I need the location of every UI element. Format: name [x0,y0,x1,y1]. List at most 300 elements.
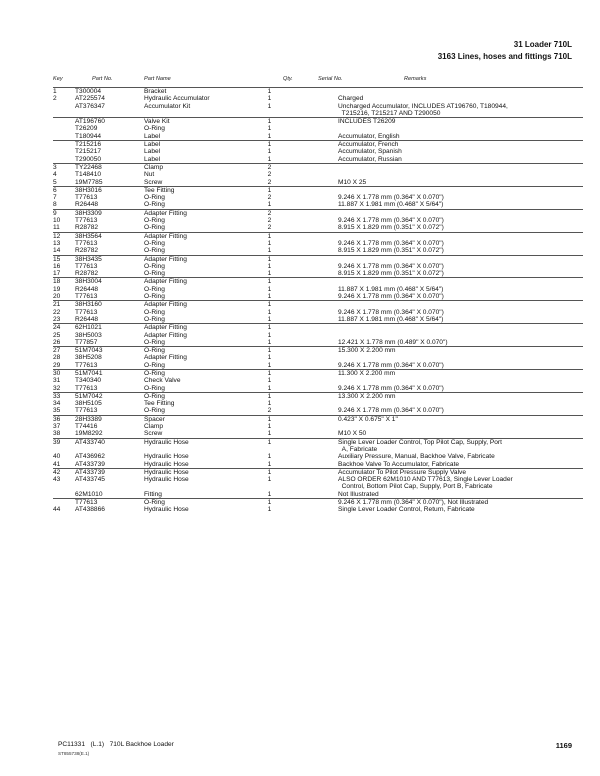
row-remarks: Accumulator To Pilot Pressure Supply Valve [338,468,583,476]
row-part-name: Hydraulic Accumulator [144,95,210,103]
row-part-name: Label [144,148,161,156]
row-qty: 1 [267,506,272,514]
row-serial-no [287,369,338,377]
row-part-name: Adapter Fitting [144,331,187,339]
table-row [53,293,583,301]
row-part-no: AT225574 [75,95,105,103]
row-serial-no [287,324,338,332]
row-remarks: 11.887 X 1.981 mm (0.468" X 5/64") [338,285,444,293]
table-row [53,118,583,126]
row-remarks: 9.246 X 1.778 mm (0.364" X 0.070") [338,239,444,247]
row-remarks: Accumulator, French [338,141,583,149]
row-serial-no [287,209,338,217]
row-serial-no [287,217,338,224]
table-row [53,286,583,293]
table-row [53,392,583,400]
table-row [53,362,583,370]
table-row [53,491,583,499]
row-remarks [338,324,583,332]
row-part-no: R26448 [75,201,99,209]
row-serial-no [287,332,338,339]
table-row [53,217,583,224]
row-qty: 1 [252,468,287,476]
row-remarks: 13.300 X 2.200 mm [338,392,583,400]
footer-ref-code: ST855738(E.1) [58,751,90,756]
row-qty: 1 [267,262,272,270]
row-key: 41 [53,460,61,468]
table-row [53,369,583,377]
row-remarks: 8.915 X 1.829 mm (0.351" X 0.072") [338,224,444,232]
row-key: 25 [53,331,61,339]
row-key: 34 [53,400,61,408]
row-qty: 2 [267,224,272,232]
row-qty: 1 [267,384,272,392]
row-remarks: 11.300 X 2.200 mm [338,369,583,377]
table-row [53,407,583,415]
footer-revision: (L.1) [90,741,105,748]
row-key: 35 [53,407,61,415]
row-remarks: 9.246 X 1.778 mm (0.364" X 0.070") [338,407,444,415]
row-serial-no [287,362,338,370]
row-part-no: 38H3309 [75,209,144,217]
table-row [53,263,583,270]
table-row [53,163,583,171]
row-qty: 1 [252,301,287,309]
table-row [53,247,583,255]
row-qty: 1 [267,331,272,339]
row-serial-no [287,201,338,209]
row-part-name: Adapter Fitting [144,209,252,217]
row-part-no: T290050 [75,155,102,163]
row-part-no: T340340 [75,377,102,385]
row-part-name: Adapter Fitting [144,278,252,286]
row-qty: 1 [252,369,287,377]
row-part-name: Hydraulic Hose [144,438,252,453]
row-serial-no [287,171,338,178]
row-part-no: T77613 [75,384,98,392]
row-serial-no [287,141,338,149]
row-part-name: Hydraulic Hose [144,506,189,514]
row-part-name: Check Valve [144,377,181,385]
row-remarks [338,423,583,430]
row-key: 32 [53,384,61,392]
table-row [53,423,583,430]
row-serial-no [287,506,338,513]
row-qty: 1 [267,338,272,346]
row-serial-no [287,156,338,164]
footer-model: 710L Backhoe Loader [109,741,174,748]
row-serial-no [287,309,338,316]
row-part-no: T77613 [75,262,98,270]
table-row [53,354,583,361]
row-part-name: Label [144,132,161,140]
row-part-name: O-Ring [144,270,165,278]
row-serial-no [287,278,338,286]
column-header-serial-no: Serial No. [318,76,343,82]
table-row [53,332,583,339]
row-part-no: T74416 [75,423,98,431]
row-part-no: 38H3160 [75,301,144,309]
row-part-name: Screw [144,178,163,186]
row-key: 8 [53,201,57,209]
table-row [53,339,583,347]
row-part-no: T77613 [75,499,144,507]
row-serial-no [287,224,338,232]
row-part-no: TY22468 [75,163,144,171]
row-qty: 1 [252,499,287,507]
row-part-no: 38H3016 [75,186,144,194]
row-remarks: 9.246 X 1.778 mm (0.364" X 0.070") [338,384,444,392]
row-key: 13 [53,239,61,247]
row-serial-no [287,247,338,255]
row-part-name: Spacer [144,415,252,423]
row-serial-no [287,118,338,126]
row-serial-no [287,316,338,324]
row-serial-no [287,491,338,499]
row-part-name: O-Ring [144,308,165,316]
row-part-no: 62M1010 [75,490,103,498]
row-remarks: M10 X 50 [338,430,367,438]
table-row [53,499,583,507]
table-row [53,179,583,187]
table-row [53,209,583,217]
row-serial-no [287,461,338,469]
row-part-no: 28H3389 [75,415,144,423]
row-part-name: O-Ring [144,224,165,232]
row-remarks: 8.915 X 1.829 mm (0.351" X 0.072") [338,270,444,278]
row-part-no: 38H5105 [75,400,102,408]
row-key: 16 [53,262,61,270]
row-key [53,118,75,126]
row-part-no: 51M7041 [75,369,144,377]
row-part-name: O-Ring [144,262,165,270]
row-qty: 1 [267,460,272,468]
row-serial-no [287,385,338,393]
row-remarks [338,163,583,171]
row-key: 9 [53,209,75,217]
table-row [53,240,583,247]
row-qty: 1 [267,239,272,247]
row-key: 7 [53,194,57,202]
row-key: 24 [53,324,75,332]
row-serial-no [287,95,338,102]
row-part-name: Hydraulic Hose [144,468,252,476]
row-remarks: 9.246 X 1.778 mm (0.364" X 0.070"), Not Illustrated [338,499,583,507]
row-part-name: Bracket [144,88,252,96]
row-remarks: ALSO ORDER 62M1010 AND T77613, Single Lever Loader Control, Bottom Pilot Cap, Supply, Port B, Fabricate [338,476,513,491]
row-part-no: 38H5003 [75,331,102,339]
row-serial-no [287,263,338,270]
row-key: 21 [53,301,75,309]
row-key: 37 [53,423,61,431]
row-key [53,156,75,164]
row-serial-no [287,430,338,438]
row-key: 39 [53,438,75,453]
row-remarks [338,400,583,407]
row-part-no: 38H3435 [75,255,144,263]
row-key: 29 [53,361,61,369]
subsection-title: 3163 Lines, hoses and fittings 710L [437,52,572,61]
row-remarks: Accumulator, English [338,132,400,140]
table-row [53,347,583,355]
row-part-no: 51M7042 [75,392,144,400]
table-row [53,201,583,209]
row-qty: 1 [267,308,272,316]
row-qty: 2 [267,194,272,202]
row-remarks: 0.423" X 0.675" X 1" [338,415,583,423]
row-remarks [338,125,583,132]
row-part-no: AT438866 [75,506,105,514]
row-part-name: Tee Fitting [144,186,252,194]
table-row [53,224,583,232]
row-key: 15 [53,255,75,263]
row-part-no: AT433745 [75,476,105,484]
row-serial-no [287,400,338,407]
row-part-name: O-Ring [144,194,165,202]
row-qty: 1 [252,278,287,286]
row-serial-no [287,438,338,453]
row-serial-no [287,88,338,96]
table-row [53,476,583,491]
row-part-name: Clamp [144,163,252,171]
table-row [53,316,583,324]
row-part-no: AT376347 [75,102,105,110]
row-key: 27 [53,347,75,355]
row-part-name: Label [144,141,252,149]
row-remarks: 11.887 X 1.981 mm (0.468" X 5/64") [338,315,444,323]
row-serial-no [287,415,338,423]
row-part-no: R26448 [75,315,99,323]
table-row [53,430,583,438]
row-qty: 1 [252,324,287,332]
row-part-no: R28782 [75,247,99,255]
row-part-name: O-Ring [144,369,252,377]
row-serial-no [287,468,338,476]
row-part-no: AT196760 [75,118,144,126]
row-key: 10 [53,217,61,225]
row-key: 31 [53,377,61,385]
row-key: 30 [53,369,75,377]
table-row [53,270,583,278]
row-remarks: M10 X 25 [338,178,367,186]
row-qty: 1 [267,293,272,301]
row-qty: 1 [252,88,287,96]
row-remarks [338,332,583,339]
row-qty: 1 [252,141,287,149]
row-key [53,491,75,499]
row-qty: 1 [267,476,272,484]
row-key: 33 [53,392,75,400]
row-part-name: O-Ring [144,347,252,355]
footer-doc-info [58,741,174,748]
row-qty: 1 [267,285,272,293]
table-row [53,461,583,469]
table-row [53,453,583,460]
row-qty: 1 [267,270,272,278]
row-serial-no [287,232,338,240]
row-serial-no [287,179,338,187]
table-row [53,148,583,155]
row-part-name: Adapter Fitting [144,324,252,332]
row-qty: 1 [267,102,272,110]
row-remarks: Single Lever Loader Control, Top Pilot Cap, Supply, Port A, Fabricate [338,438,583,453]
table-row [53,385,583,393]
table-row [53,125,583,132]
row-qty: 1 [252,347,287,355]
row-remarks: Charged [338,95,364,103]
row-part-no: T77613 [75,293,98,301]
row-part-name: Hydraulic Hose [144,460,189,468]
row-part-no: R28782 [75,270,99,278]
row-remarks: INCLUDES T26209 [338,118,583,126]
row-serial-no [287,186,338,194]
row-qty: 1 [252,118,287,126]
row-qty: 1 [267,95,272,103]
row-remarks: 12.421 X 1.778 mm (0.489" X 0.070") [338,338,448,346]
table-row [53,88,583,96]
row-part-no: T77613 [75,217,98,225]
row-serial-no [287,453,338,460]
row-part-name: O-Ring [144,499,252,507]
column-header-remarks: Remarks [404,76,427,82]
section-title: 31 Loader 710L [513,40,572,49]
table-row [53,438,583,453]
row-key: 12 [53,232,75,240]
row-key: 44 [53,506,61,514]
row-qty: 1 [252,438,287,453]
row-part-no: 51M7043 [75,347,144,355]
row-qty: 1 [252,392,287,400]
row-remarks: 9.246 X 1.778 mm (0.364" X 0.070") [338,293,444,301]
row-part-name: O-Ring [144,217,165,225]
row-key [53,133,75,141]
row-remarks: 8.915 X 1.829 mm (0.351" X 0.072") [338,247,444,255]
row-part-no: AT433740 [75,438,144,453]
row-part-no: T180944 [75,132,102,140]
row-qty: 1 [267,201,272,209]
row-key: 5 [53,178,57,186]
table-row [53,377,583,384]
row-part-name: O-Ring [144,239,165,247]
row-serial-no [287,133,338,141]
row-key [53,125,75,132]
column-header-qty: Qty. [283,76,293,82]
row-remarks: Not Illustrated [338,490,379,498]
row-key: 11 [53,224,60,232]
row-part-name: Nut [144,171,155,179]
table-row [53,415,583,423]
table-row [53,133,583,141]
row-serial-no [287,125,338,132]
column-header-key: Key [53,76,63,82]
row-part-name: O-Ring [144,392,252,400]
table-row [53,301,583,309]
row-serial-no [287,240,338,247]
row-remarks: Accumulator, Russian [338,155,402,163]
row-remarks [338,88,583,96]
row-qty: 1 [267,490,272,498]
row-part-name: O-Ring [144,293,165,301]
row-key: 22 [53,308,61,316]
table-row [53,95,583,102]
table-row [53,468,583,476]
table-row [53,255,583,263]
row-serial-no [287,339,338,347]
table-row [53,103,583,118]
page-number: 1169 [555,741,572,750]
row-remarks: 9.246 X 1.778 mm (0.364" X 0.070") [338,308,444,316]
row-remarks: 11.887 X 1.981 mm (0.468" X 5/64") [338,201,444,209]
row-qty: 1 [267,377,272,385]
row-remarks [338,354,583,361]
row-part-name: Adapter Fitting [144,255,252,263]
row-qty: 1 [267,354,272,362]
row-remarks: 15.300 X 2.200 mm [338,347,583,355]
row-key: 23 [53,315,61,323]
row-remarks: 9.246 X 1.778 mm (0.364" X 0.070") [338,361,444,369]
row-part-no: 19M8292 [75,430,103,438]
row-part-name: Valve Kit [144,118,252,126]
row-serial-no [287,103,338,118]
row-qty: 1 [267,400,272,408]
row-remarks [338,377,583,384]
row-part-no: T77857 [75,338,98,346]
parts-table [53,87,583,514]
row-serial-no [287,476,338,491]
row-part-no: T300004 [75,88,144,96]
row-key: 18 [53,278,75,286]
row-qty: 2 [252,209,287,217]
row-remarks: Auxiliary Pressure, Manual, Backhoe Valve, Fabricate [338,453,495,461]
row-serial-no [287,423,338,430]
row-part-name: O-Ring [144,407,165,415]
column-header-part-name: Part Name [144,76,171,82]
row-serial-no [287,255,338,263]
row-part-no: R28782 [75,224,99,232]
row-key [53,499,75,507]
row-serial-no [287,407,338,415]
table-row [53,186,583,194]
row-part-no: T215216 [75,141,144,149]
row-remarks: Single Lever Loader Control, Return, Fabricate [338,506,475,514]
row-qty: 1 [267,132,272,140]
row-qty: 1 [252,232,287,240]
table-row [53,156,583,164]
row-key: 20 [53,293,61,301]
row-part-no: R26448 [75,285,99,293]
row-part-no: T77613 [75,361,98,369]
row-qty: 1 [267,125,272,133]
row-qty: 1 [267,361,272,369]
row-part-no: AT433739 [75,460,105,468]
table-row [53,171,583,178]
row-key: 4 [53,171,57,179]
row-serial-no [287,286,338,293]
table-row [53,309,583,316]
row-qty: 2 [252,163,287,171]
row-part-no: T77613 [75,194,98,202]
row-part-name: Accumulator Kit [144,102,191,110]
row-key: 2 [53,95,57,103]
row-part-name: Label [144,155,161,163]
row-part-name: O-Ring [144,125,165,133]
row-remarks: 9.246 X 1.778 mm (0.364" X 0.070") [338,217,444,225]
row-part-no: T77613 [75,308,98,316]
row-remarks [338,278,583,286]
row-qty: 2 [267,407,272,415]
row-serial-no [287,377,338,384]
row-part-no: T148410 [75,171,102,179]
